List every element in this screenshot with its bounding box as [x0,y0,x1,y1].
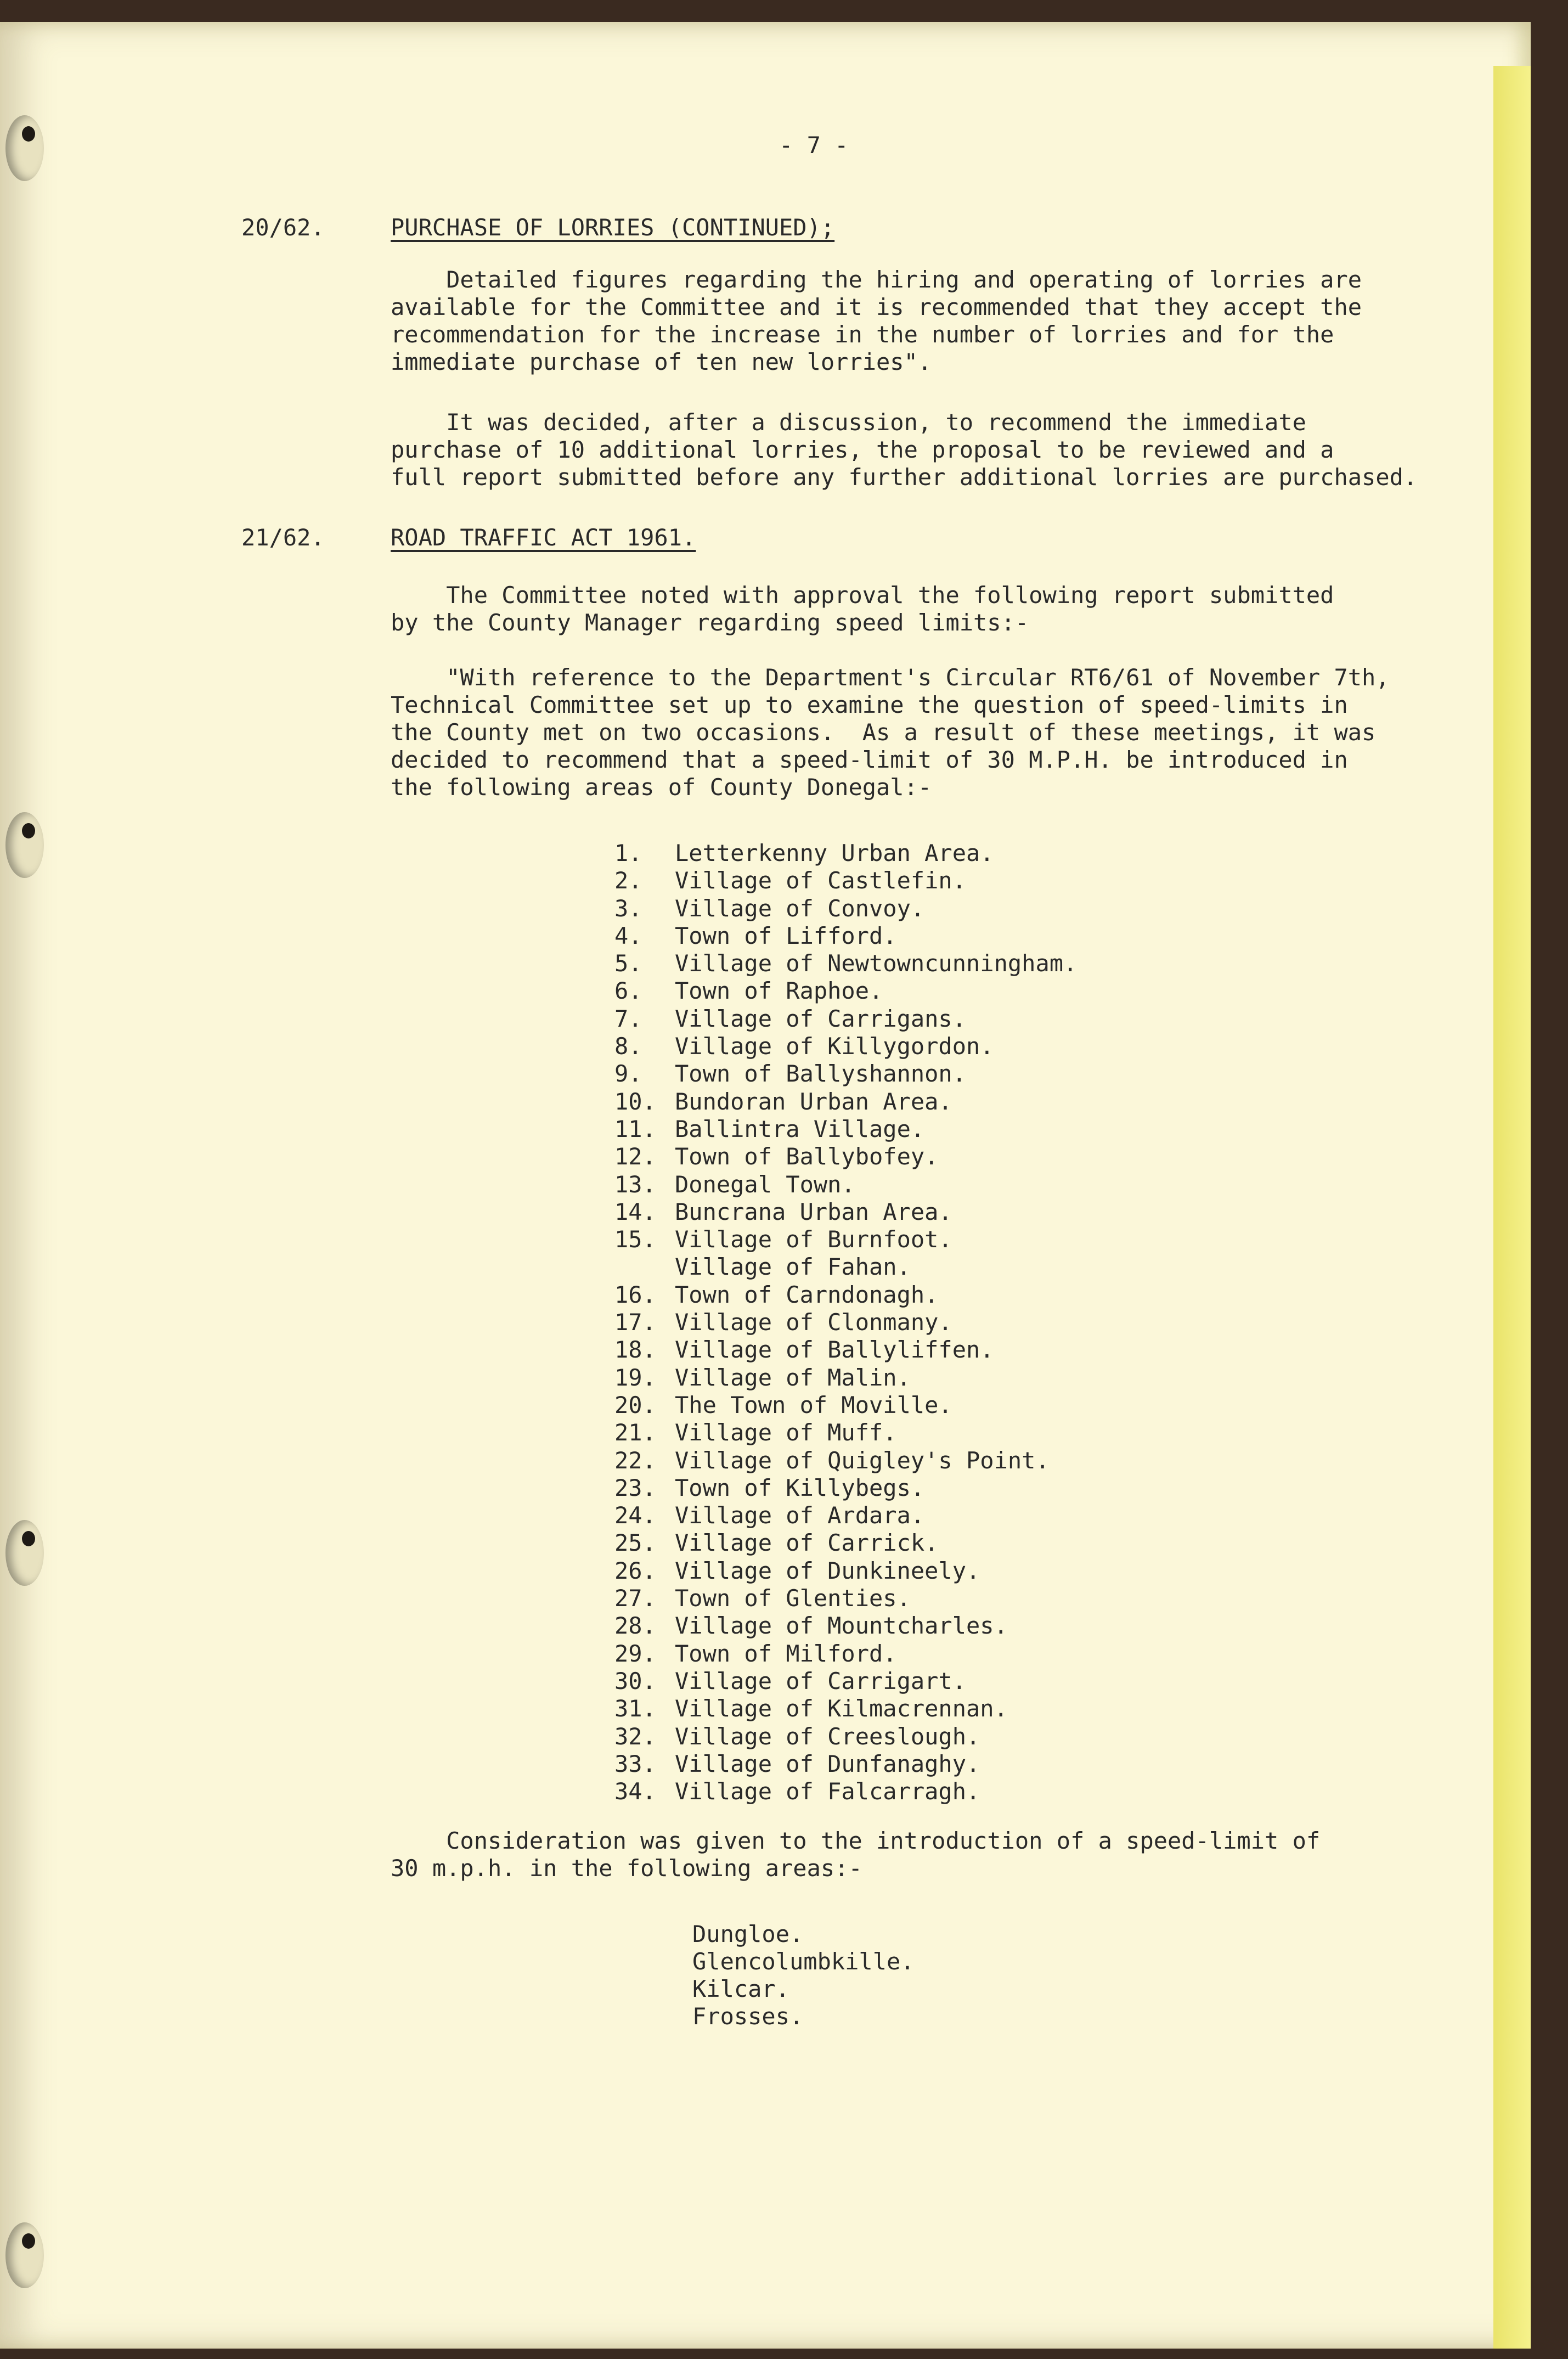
paragraph: Consideration was given to the introduction of a speed-limit of 30 m.p.h. in the following areas:- [391,1827,1321,1882]
paragraph: Detailed figures regarding the hiring and operating of lorries are available for the Committee and it is recommended that they accept the recommendation for the increase in the number of lorries and for the immediate purchase of ten new lorries". [391,266,1362,375]
list-item: 20. The Town of Moville. [614,1391,952,1418]
list-item: 7. Village of Carrigans. [614,1005,967,1032]
list-item: Kilcar. [692,1975,790,2002]
list-item: Village of Fahan. [675,1253,911,1281]
list-item: 18. Village of Ballyliffen. [614,1336,994,1364]
list-item: 10. Bundoran Urban Area. [614,1088,952,1115]
list-item: 11. Ballintra Village. [614,1115,925,1142]
list-item: 30. Village of Carrigart. [614,1667,967,1694]
list-item: 27. Town of Glenties. [614,1585,911,1612]
list-item: 5. Village of Newtowncunningham. [614,950,1078,977]
binder-hole [5,115,44,181]
list-item: 33. Village of Dunfanaghy. [614,1750,980,1777]
section-ref: 20/62. [241,214,325,241]
paragraph: The Committee noted with approval the following report submitted by the County Manager regarding speed limits:- [391,582,1334,636]
list-item: 2. Village of Castlefin. [614,867,967,894]
list-item: 29. Town of Milford. [614,1640,897,1667]
list-item: 1. Letterkenny Urban Area. [614,840,994,866]
list-item: 15. Village of Burnfoot. [614,1226,952,1253]
list-item: 3. Village of Convoy. [614,894,925,922]
binder-hole [5,1520,44,1586]
list-item: 9. Town of Ballyshannon. [614,1060,967,1088]
list-item: 28. Village of Mountcharles. [614,1612,1008,1640]
list-item: 25. Village of Carrick. [614,1529,939,1557]
binder-hole [5,2222,44,2288]
list-item: Dungloe. [692,1921,804,1947]
list-item: 12. Town of Ballybofey. [614,1143,939,1170]
list-item: 22. Village of Quigley's Point. [614,1446,1050,1474]
list-item: 17. Village of Clonmany. [614,1309,952,1336]
section-ref: 21/62. [241,524,325,551]
list-item: 19. Village of Malin. [614,1364,911,1391]
section-heading: ROAD TRAFFIC ACT 1961. [391,524,696,551]
page-number: - 7 - [779,132,849,159]
list-item: 24. Village of Ardara. [614,1502,925,1529]
speed-limit-area-list [614,840,1077,1805]
list-item: Glencolumbkille. [692,1948,915,1975]
list-item: 34. Village of Falcarragh. [614,1778,980,1805]
list-item: 8. Village of Killygordon. [614,1033,994,1060]
list-item: 32. Village of Creeslough. [614,1722,980,1750]
considered-area-list [692,1921,915,2030]
paragraph: "With reference to the Department's Circular RT6/61 of November 7th, Technical Committee set up to examine the question of speed-limits in the County met on two occasions. As a result of these meetings, it was decided to recommend that a speed-limit of 30 M.P.H. be introduced in the following areas of County Donegal:- [391,664,1390,801]
document-page [0,22,1531,2349]
list-item: 13. Donegal Town. [614,1170,855,1198]
section-heading: PURCHASE OF LORRIES (CONTINUED); [391,214,835,241]
list-item: 16. Town of Carndonagh. [614,1281,939,1308]
list-item: 26. Village of Dunkineely. [614,1557,980,1584]
list-item: Frosses. [692,2003,804,2030]
list-item: 31. Village of Kilmacrennan. [614,1695,1008,1722]
page-edge [1493,66,1531,2349]
list-item: 21. Village of Muff. [614,1419,897,1446]
list-item: 6. Town of Raphoe. [614,977,883,1005]
list-item: 14. Buncrana Urban Area. [614,1198,952,1225]
binder-hole [5,812,44,878]
paragraph: It was decided, after a discussion, to recommend the immediate purchase of 10 additional lorries, the proposal to be reviewed and a full report submitted before any further additional lorries are purchased. [391,409,1418,491]
list-item: 4. Town of Lifford. [614,922,897,949]
list-item: 23. Town of Killybegs. [614,1474,925,1501]
